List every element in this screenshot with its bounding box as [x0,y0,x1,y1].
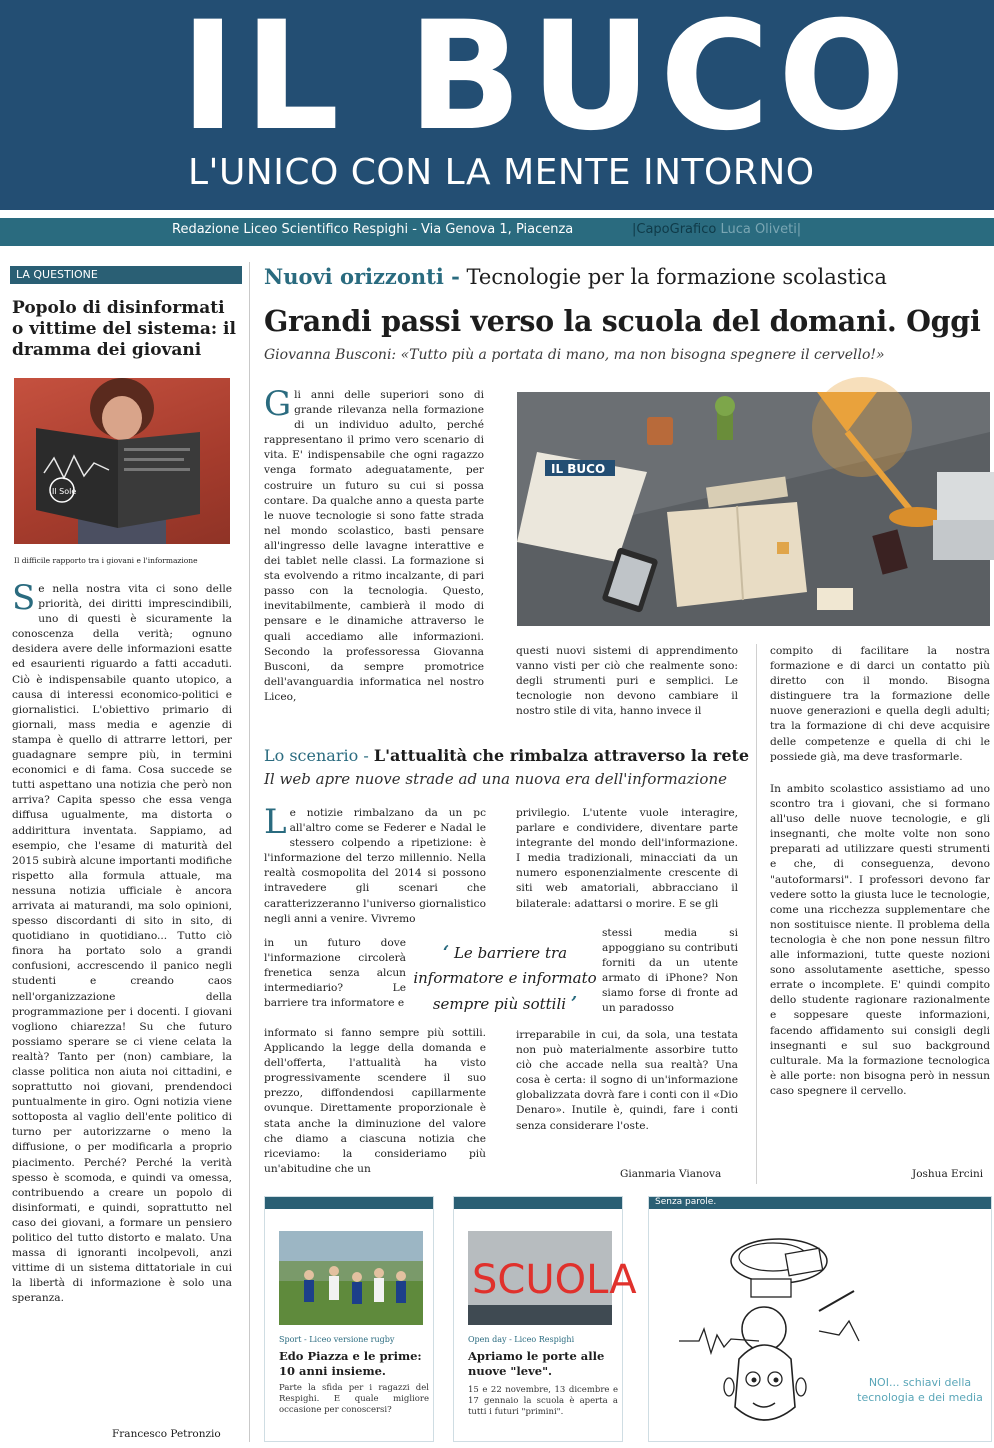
main-subheadline: Giovanna Busconi: «Tutto più a portata di mano, ma non bisogna spegnere il cervello!» [264,347,885,363]
main-headline: Grandi passi verso la scuola del domani. Oggi [264,304,981,338]
pull-quote-text: Le barriere tra informatore e informato sempre più sottili [413,944,597,1013]
main-kicker-section: Nuovi orizzonti - [264,264,460,289]
school-sign-text: SCUOLA [472,1257,637,1303]
box-kicker: Open day - Liceo Respighi [468,1335,575,1344]
capo-grafico-name: Luca Oliveti| [720,222,802,237]
photo-illustration [14,378,230,544]
newspaper-logo: IL BUCO [180,0,914,164]
scenario-kicker [264,746,750,765]
box-title: Edo Piazza e le prime: 10 anni insieme. [279,1349,422,1378]
quote-close-mark: ’ [570,993,578,1014]
cartoon-drawing [669,1211,869,1441]
section-label: LA QUESTIONE [16,268,98,281]
box-bar [265,1197,433,1209]
left-article-text: e nella nostra vita ci sono delle priorità, dei diritti imprescindibili, uno di questi è sicuramente la conoscenza della verità; ognuno desidera avere delle informazioni esatte ed esaurienti riguardo a fatti accaduti. Ciò è indispensabile quanto utopico, a causa di interessi economico-politici e giornalistici. L'obiettivo primario di giornali, mass media e agenzie di stampa è quello di attrarre lettori, per guadagnare sempre più, in termini economici e di fama. Cosa succede se tutti aspettano una notizia che però non arriva? Capita spesso che essa venga diffusa ugualmente, ma distorta o addirittura inventata. Sappiamo, ad esempio, che l'esame di maturità del 2015 subirà alcune importanti modifiche rispetto alla formula attuale, ma nessuna notizia ufficiale è ancora arrivata ai maturandi, ma solo opinioni, spesso discordanti di sito in sito, di quotidiano in quotidiano... Tutto ciò finora ha portato solo a grandi confusioni, accrescendo il panico negli studenti e creando caos nell'organizzazione della programmazione per i docenti. I giovani vogliono chiarezza! Su che futuro possiamo sperare se ci viene celata la realtà? Tanto per (non) cambiare, la classe politica non aiuta noi cittadini, e soprattutto noi giovani, prendendoci puntualmente in giro. Ogni notizia viene sottoposta al vaglio dell'ente politico di turno per autorizzarne o meno la diffusione, o per modificarla a proprio piacimento. Perché? Perché la verità spesso è scomoda, e quindi va omessa, contribuendo a creare un popolo di disinformati, e quindi, soprattutto nel caso dei giovani, a formare un pensiero politico del tutto distorto e malato. Una massa di ignoranti incolpevoli, anzi vittime di un sistema dittatoriale in cui la libertà di informazione è solo una speranza. [12,583,232,1305]
box-text: 15 e 22 novembre, 13 dicembre e 17 gennaio la scuola è aperta a tutti i futuri "primini". [468,1385,618,1417]
girl-reading-photo [14,378,230,544]
scenario-col1-part2: in un futuro dove l'informazione circolerà frenetica senza alcun intermediario? Le barriere tra informatore e [264,937,406,1010]
scenario-col1-part1 [264,802,486,936]
dropcap: S [12,578,36,618]
rugby-photo [279,1231,423,1325]
main-article-col2: questi nuovi sistemi di apprendimento vanno visti per ciò che realmente sono: degli strumenti puri e semplici. Le tecnologie non devono cambiare il nostro stile di vita, hanno invece il [516,645,738,718]
capo-grafico [632,222,801,237]
school-sign-photo [468,1231,637,1325]
box-text: Parte la sfida per i ragazzi del Respighi. E quale migliore occasione per conoscersi? [279,1383,429,1415]
illustration-logo-text: IL BUCO [551,462,606,476]
box-title: Apriamo le porte alle nuove "leve". [468,1349,605,1378]
magazine-logo-text: Il Sole [52,487,77,496]
scenario-headline: L'attualità che rimbalza attraverso la rete [373,746,750,765]
cartoon-caption: NOI... schiavi della tecnologia e dei media [857,1376,983,1404]
sport-box [264,1196,434,1442]
box-kicker: Sport - Liceo versione rugby [279,1335,395,1344]
main-article-col3: compito di facilitare la nostra formazione e di darci un contatto più diretto con il mondo. Bisogna distinguere tra la formazione delle nuove generazioni e quella degli adulti; tra la formazione di chi deve acquisire delle competenze e quella di chi le possiede già, ma deve trasformarle. [770,645,990,763]
redazione-address: Redazione Liceo Scientifico Respighi - Via Genova 1, Piacenza [172,222,574,237]
left-article-body [12,578,232,1414]
quote-open-mark: ‘ [442,942,450,963]
column-divider [756,644,757,1184]
masthead [0,0,994,210]
scenario-author: Gianmaria Vianova [620,1168,722,1180]
scenario-col2-part3: irreparabile in cui, da sola, una testata non può materialmente assorbire tutto ciò che accade nella sua realtà? Una cosa è certa: il sogno di un'informazione globalizzata dovrà fare i conti con il «Dio Denaro». Inutile è, quindi, fare i conti senza considerare l'oste. [516,1029,738,1132]
left-article-title: Popolo di disinformati o vittime del sistema: il dramma dei giovani [12,298,236,360]
newspaper-tagline: L'UNICO CON LA MENTE INTORNO [188,152,815,193]
main-kicker-topic: Tecnologie per la formazione scolastica [466,265,887,289]
scenario-col2-part1: privilegio. L'utente vuole interagire, parlare e condividere, diventare parte integrante del mondo dell'informazione. I media tradizionali, minacciati da un numero esponenzialmente crescente di siti web amatoriali, abbracciano il bilaterale: adattarsi o morire. E se gli [516,807,738,910]
info-strip [0,218,994,246]
scenario-subheadline: Il web apre nuove strade ad una nuova era dell'informazione [264,770,727,788]
desk-illustration-svg [517,392,990,626]
dropcap: L [264,802,287,842]
box-bar [454,1197,622,1209]
cartoon-label: Senza parole. [655,1197,717,1207]
cartoon-box [648,1196,992,1442]
main-article-text-1: li anni delle superiori sono di grande rilevanza nella formazione di un individuo adulto, perché rappresentano il primo vero scenario di vita. E' indispensabile che ogni ragazzo venga formato adeguatamente, per costruire un futuro su cui si possa contare. Da qualche anno a questa parte le nuove tecnologie si sono fatte strada nel mondo scolastico, basti pensare all'ingresso delle lavagne interattive e dei tablet nelle classi. La formazione si sta evolvendo a ritmo incalzante, di pari passo con la tecnologia. Questo, inevitabilmente, cambierà il modo di pensare e le dinamiche attraverso le quali accediamo alle informazioni. Secondo la professoressa Giovanna Busconi, da sempre promotrice dell'avanguardia informatica nel nostro Liceo, [264,389,484,703]
main-kicker [264,264,988,289]
scenario-col1-part3: informato si fanno sempre più sottili. Applicando la legge della domanda e dell'offerta, l'attualità ha visto progressivamente scendere il suo prezzo, diffondendosi capillarmente ovunque. Direttamente proporzionale è stata anche la diminuzione del valore che diamo a ciascuna notizia che riceviamo: la consideriamo più un'abitudine che un [264,1027,486,1175]
desk-illustration [517,392,990,626]
third-column-author: Joshua Ercini [912,1168,984,1180]
third-column-body: In ambito scolastico assistiamo ad uno scontro tra i giovani, che si formano all'uso delle nuove tecnologie, e gli insegnanti, che molte volte non sono preparati ad utilizzare questi strumenti e che, di conseguenza, devono "autoformarsi". I professori devono far vedere sotto la giusta luce le tecnologie, come una ricchezza supplementare che non sostituisce niente. Il problema della tecnologia è che non pone nessun filtro alle informazioni, tutte queste nozioni sono assolutamente asettiche, spesso errate o incomplete. E' quindi compito dello studente ragionare razionalmente e soppesare queste informazioni, facendo affidamento sui consigli degli insegnanti e sul suo background culturale. Ma la formazione tecnologica è alle porte: non bisogna però in nessun caso spegnere il cervello. [770,783,990,1097]
photo-caption: Il difficile rapporto tra i giovani e l'informazione [14,556,198,565]
capo-grafico-label: |CapoGrafico [632,222,717,237]
column-divider [249,262,250,1442]
rugby-photo-svg [279,1231,423,1325]
left-article-author: Francesco Petronzio [112,1428,221,1440]
scenario-col2-part2: stessi media si appoggiano su contributi forniti da un utente armato di iPhone? Non siamo forse di fronte ad un paradosso [602,927,738,1015]
main-article-col1 [264,384,484,734]
scenario-kicker-section: Lo scenario - [264,746,369,765]
pull-quote [412,940,598,1017]
dropcap: G [264,384,292,424]
scenario-text-1: e notizie rimbalzano da un pc all'altro come se Federer e Nadal le stessero colpendo a ripetizione: è l'informazione del terzo millennio. Nella realtà cosmopolita del 2014 si possono intravedere gli scenari che caratterizzeranno l'universo giornalistico negli anni a venire. Vivremo [264,807,486,925]
open-day-box [453,1196,637,1442]
school-sign-svg [468,1231,637,1325]
section-bar [10,266,242,284]
